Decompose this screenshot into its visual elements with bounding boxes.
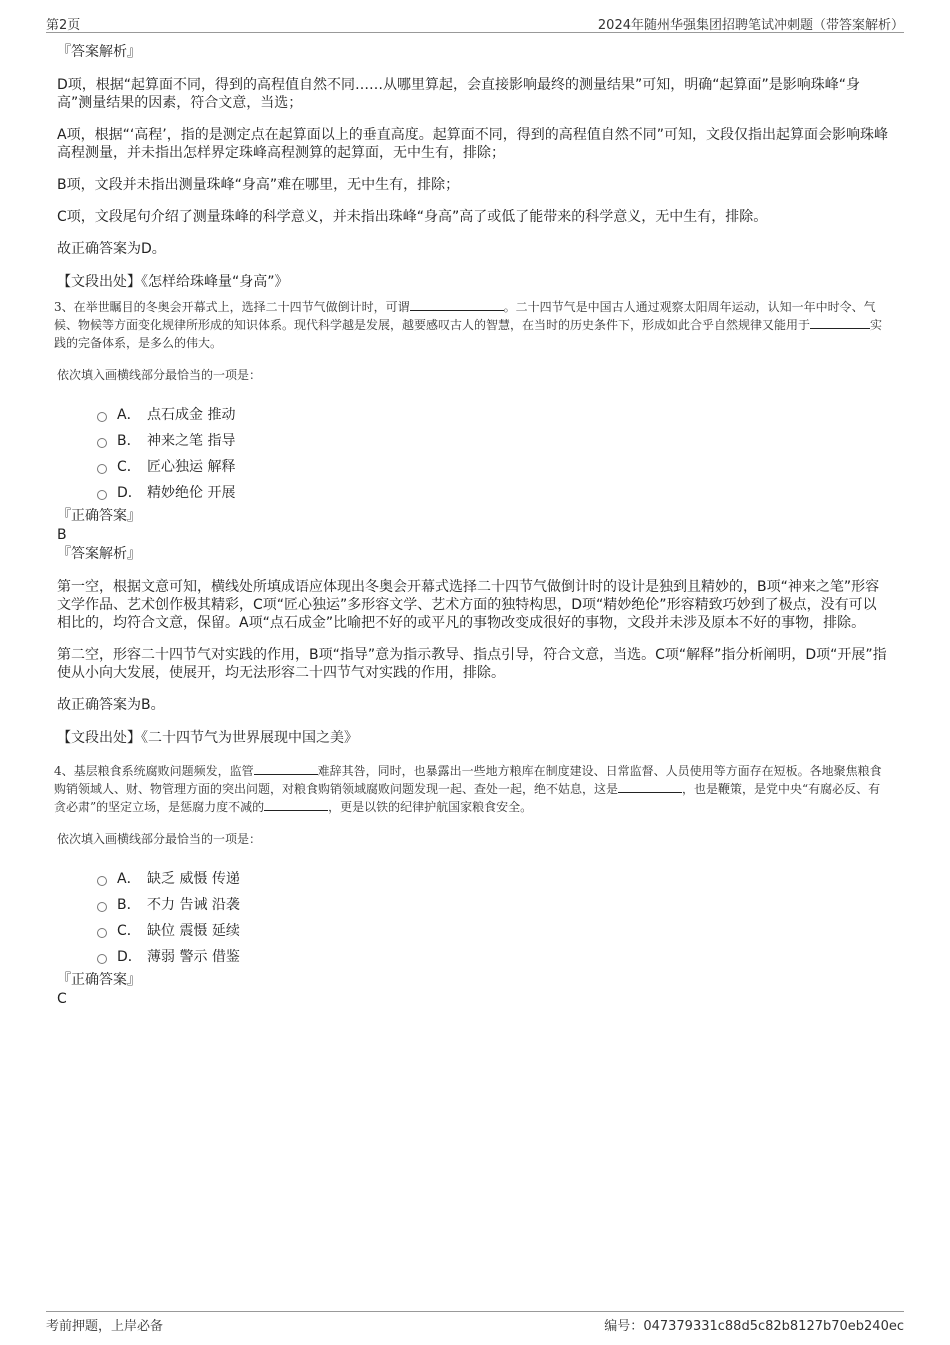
q3-blank-2 bbox=[810, 316, 870, 329]
q3-prompt: 依次填入画横线部分最恰当的一项是： bbox=[57, 368, 262, 382]
q4-options bbox=[97, 866, 889, 970]
radio-icon[interactable] bbox=[97, 954, 107, 964]
page-header bbox=[46, 14, 904, 33]
q3-option-a[interactable]: A． 点石成金 推动 bbox=[97, 402, 889, 428]
radio-icon[interactable] bbox=[97, 876, 107, 886]
q3-conclusion: 故正确答案为B。 bbox=[57, 697, 165, 713]
page-footer bbox=[46, 1311, 904, 1334]
q3-blank-1 bbox=[410, 298, 504, 311]
q4-blank-1 bbox=[254, 762, 318, 775]
q3-option-b[interactable]: B． 神来之笔 指导 bbox=[97, 428, 889, 454]
q2-analysis-label: 『答案解析』 bbox=[57, 44, 141, 60]
q3-answer-label: 『正确答案』 bbox=[57, 508, 141, 524]
footer-id: 编号：047379331c88d5c82b8127b70eb240ec bbox=[604, 1319, 904, 1334]
q2-conclusion: 故正确答案为D。 bbox=[57, 241, 166, 257]
radio-icon[interactable] bbox=[97, 928, 107, 938]
q3-analysis-label: 『答案解析』 bbox=[57, 546, 141, 562]
q3-option-c[interactable]: C． 匠心独运 解释 bbox=[97, 454, 889, 480]
footer-slogan: 考前押题，上岸必备 bbox=[46, 1319, 164, 1334]
q4-option-b[interactable]: B． 不力 告诫 沿袭 bbox=[97, 892, 889, 918]
q3-source-title: 《二十四节气为世界展现中国之美》 bbox=[141, 730, 358, 746]
radio-icon[interactable] bbox=[97, 490, 107, 500]
q2-source-title: 《怎样给珠峰量“身高”》 bbox=[141, 274, 289, 290]
radio-icon[interactable] bbox=[97, 464, 107, 474]
document-title: 2024年随州华强集团招聘笔试冲刺题（带答案解析） bbox=[597, 18, 904, 33]
q3-source-label: 【文段出处】 bbox=[57, 730, 141, 746]
q3-analysis-1: 第一空，根据文意可知，横线处所填成语应体现出冬奥会开幕式选择二十四节气做倒计时的设计是独到且精妙的，B项“神来之笔”形容文学作品、艺术创作极其精彩，C项“匠心独运”多形容文学、艺术方面的独特构思，D项“精妙绝伦”形容精致巧妙到了极点，没有可以相比的，均符合文意，保留。A项“点石成金”比喻把不好的或平凡的事物改变成很好的事物，文段并未涉及原本不好的事物，排除。 bbox=[57, 579, 880, 631]
q3-option-d[interactable]: D． 精妙绝伦 开展 bbox=[97, 480, 889, 506]
q2-analysis-c: C项，文段尾句介绍了测量珠峰的科学意义，并未指出珠峰“身高”高了或低了能带来的科学意义，无中生有，排除。 bbox=[57, 209, 768, 225]
radio-icon[interactable] bbox=[97, 412, 107, 422]
q4-option-d[interactable]: D． 薄弱 警示 借鉴 bbox=[97, 944, 889, 970]
page-number: 第2页 bbox=[46, 18, 81, 33]
q4-question-text: 4、基层粮食系统腐败问题频发，监管 难辞其咎，同时，也暴露出一些地方粮库在制度建设、日常监督、人员使用等方面存在短板。各地聚焦粮食购销领域人、财、物管理方面的突出问题，对粮食购销领域腐败问题发现一起、查处一起，绝不姑息，这是 ，也是鞭策，是党中央“有腐必反、有贪必肃”的坚定立场，是惩腐力度不减的 ，更是以铁的纪律护航国家粮食安全。 bbox=[54, 764, 882, 814]
radio-icon[interactable] bbox=[97, 902, 107, 912]
q2-analysis-d: D项，根据“起算面不同，得到的高程值自然不同……从哪里算起，会直接影响最终的测量结果”可知，明确“起算面”是影响珠峰“身高”测量结果的因素，符合文意，当选； bbox=[57, 77, 861, 111]
q4-blank-3 bbox=[264, 798, 328, 811]
document-body bbox=[54, 42, 889, 1008]
footer-id-value: 047379331c88d5c82b8127b70eb240ec bbox=[643, 1319, 904, 1334]
q3-question-text: 3、在举世瞩目的冬奥会开幕式上，选择二十四节气做倒计时，可谓 。二十四节气是中国古人通过观察太阳周年运动，认知一年中时令、气候、物候等方面变化规律所形成的知识体系。现代科学越是发展，越要感叹古人的智慧，在当时的历史条件下，形成如此合乎自然规律又能用于 实践的完备体系，是多么的伟大。 bbox=[54, 300, 883, 350]
q3-analysis-2: 第二空，形容二十四节气对实践的作用，B项“指导”意为指示教导、指点引导，符合文意，当选。C项“解释”指分析阐明，D项“开展”指使从小向大发展，使展开，均无法形容二十四节气对实践的作用，排除。 bbox=[57, 647, 887, 681]
q4-option-c[interactable]: C． 缺位 震慑 延续 bbox=[97, 918, 889, 944]
q4-blank-2 bbox=[618, 780, 682, 793]
q4-answer-label: 『正确答案』 bbox=[57, 972, 141, 988]
q4-prompt: 依次填入画横线部分最恰当的一项是： bbox=[57, 832, 262, 846]
q2-source-label: 【文段出处】 bbox=[57, 274, 141, 290]
q2-source bbox=[57, 272, 889, 292]
q3-answer: B bbox=[57, 527, 67, 543]
radio-icon[interactable] bbox=[97, 438, 107, 448]
q2-analysis-b: B项，文段并未指出测量珠峰“身高”难在哪里，无中生有，排除； bbox=[57, 177, 460, 193]
q3-options bbox=[97, 402, 889, 506]
q3-source bbox=[57, 728, 889, 748]
q4-option-a[interactable]: A． 缺乏 威慑 传递 bbox=[97, 866, 889, 892]
q2-analysis-a: A项，根据“‘高程’，指的是测定点在起算面以上的垂直高度。起算面不同，得到的高程值自然不同”可知，文段仅指出起算面会影响珠峰高程测量，并未指出怎样界定珠峰高程测算的起算面，无中生有，排除； bbox=[57, 127, 888, 161]
q4-answer: C bbox=[57, 991, 67, 1007]
